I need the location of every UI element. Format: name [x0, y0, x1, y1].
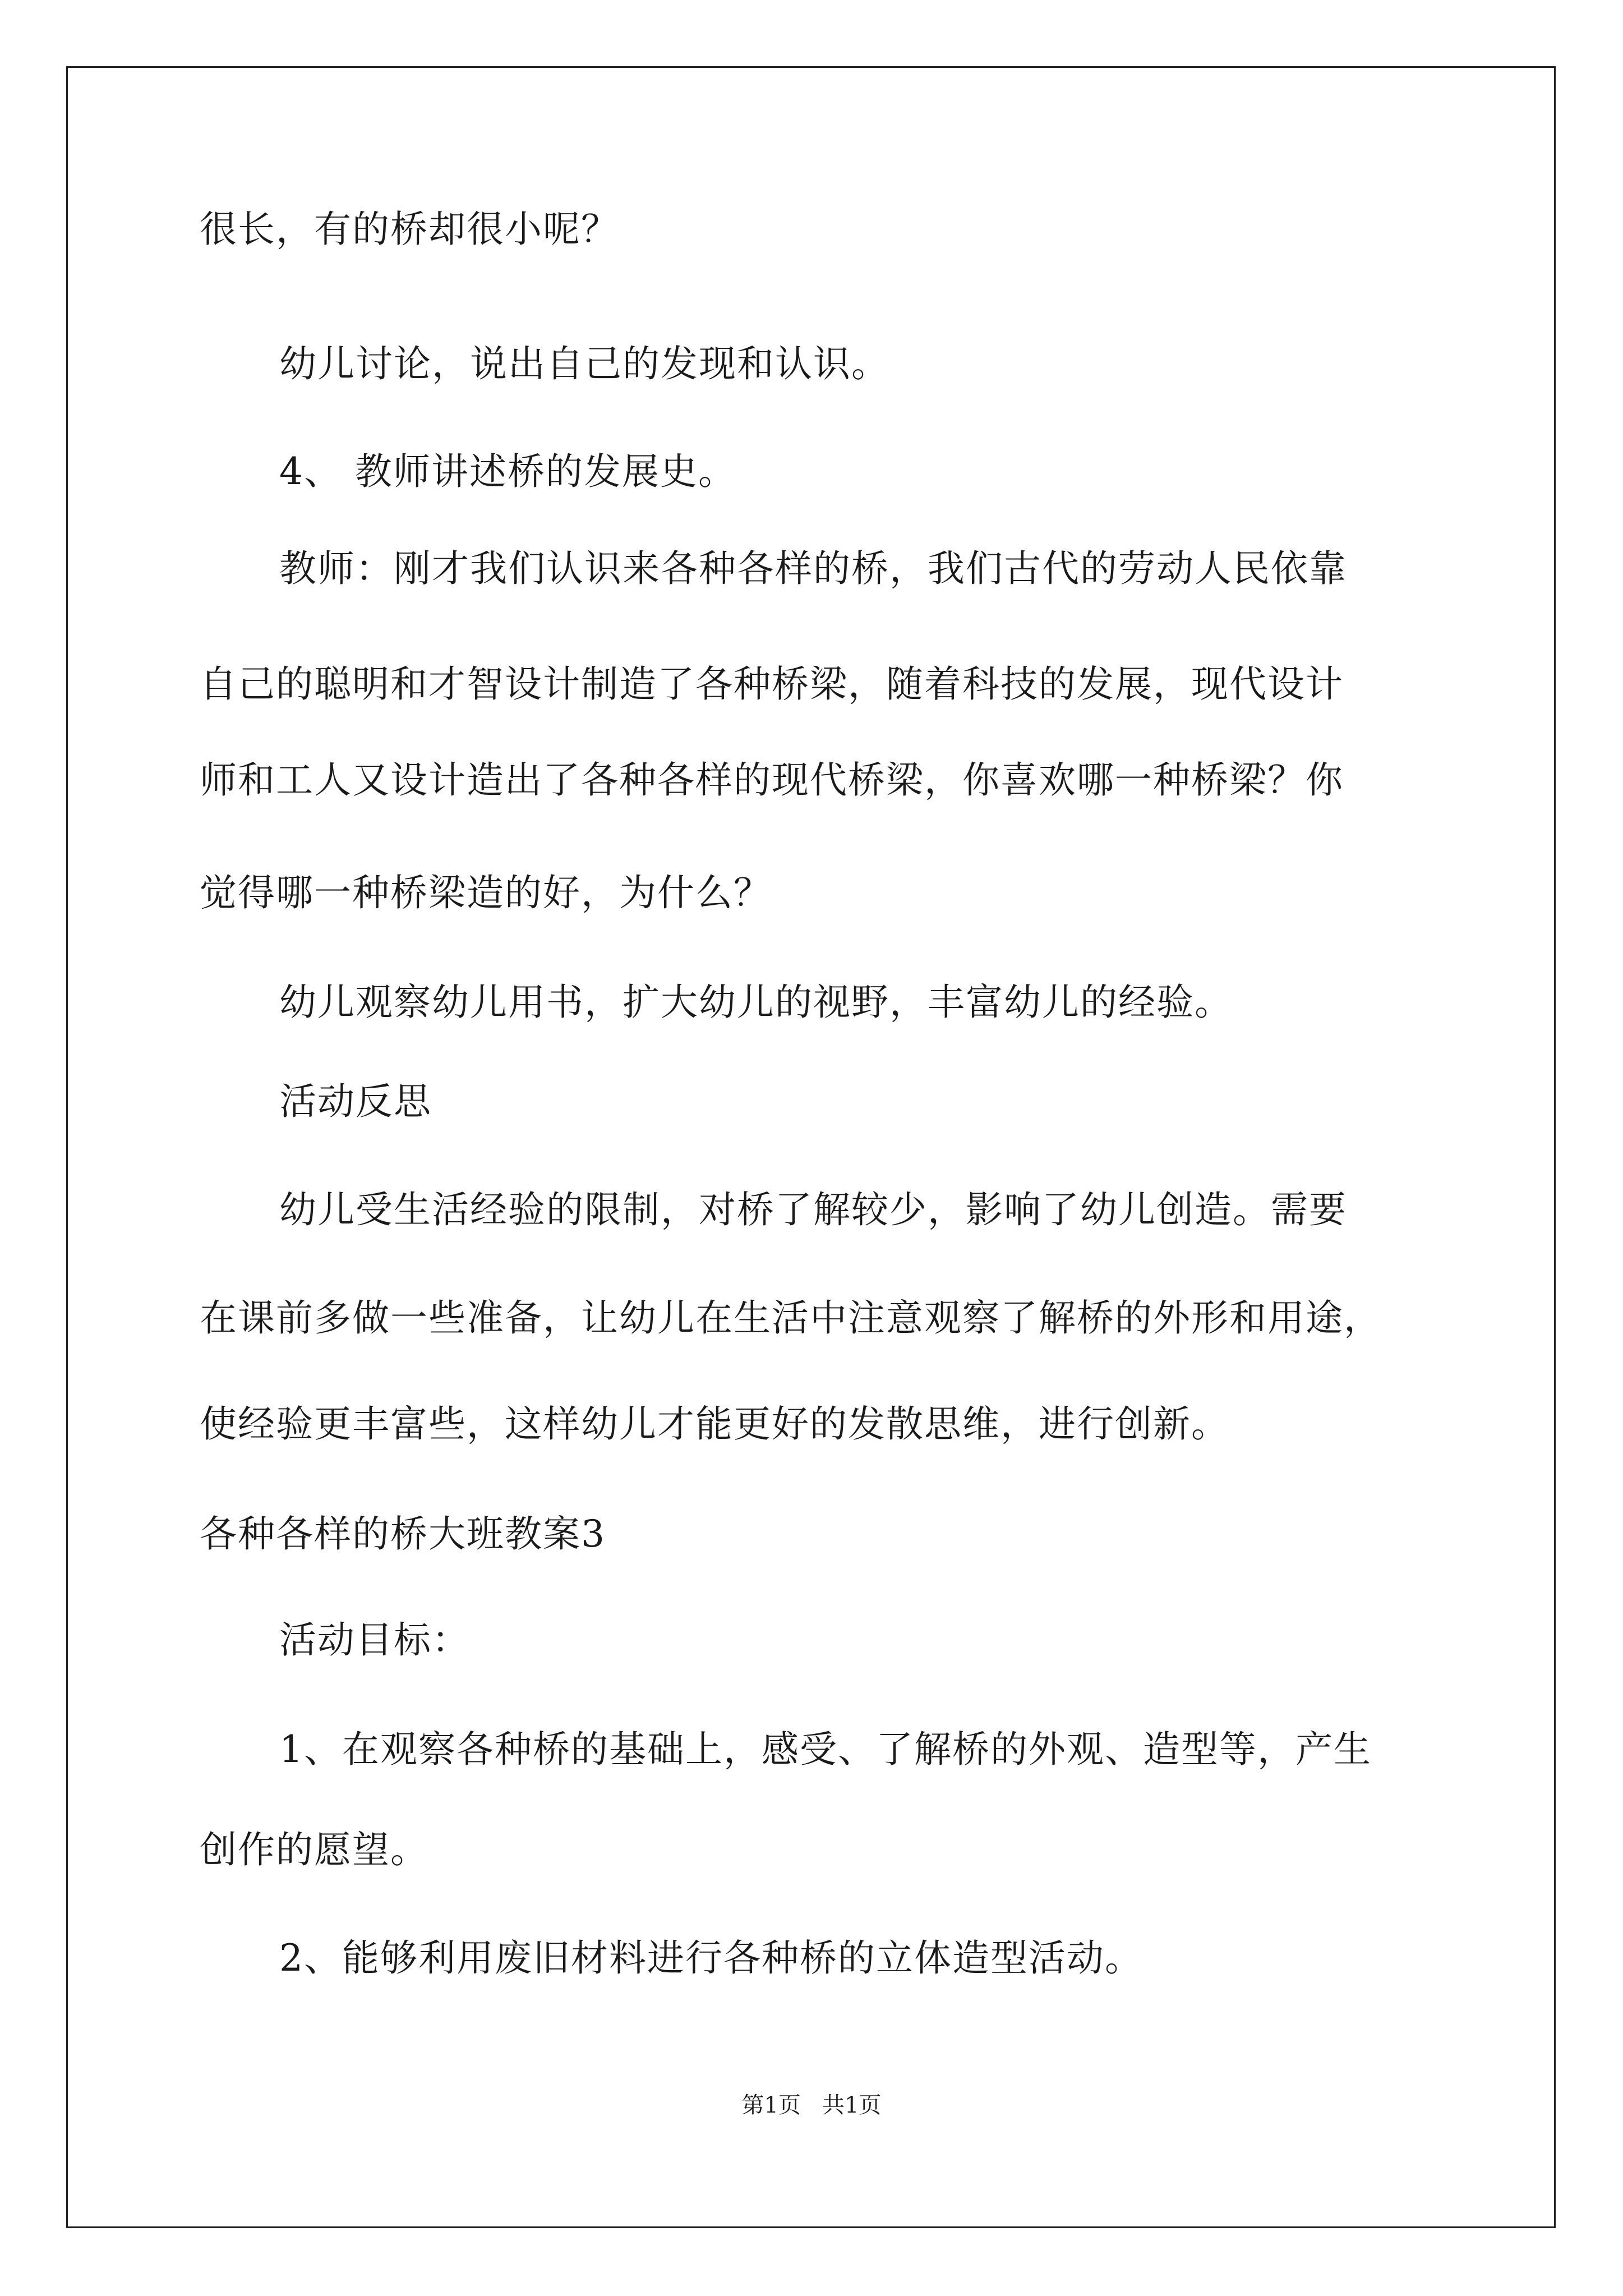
- text-teacher-speech-line-3: 师和工人又设计造出了各种各样的现代桥梁，你喜欢哪一种桥梁？你: [200, 758, 1344, 802]
- text-line-continuation: 很长，有的桥却很小呢？: [200, 208, 619, 251]
- text-teacher-speech-line-2: 自己的聪明和才智设计制造了各种桥梁，随着科技的发展，现代设计: [200, 662, 1344, 706]
- text-teacher-speech-line-4: 觉得哪一种桥梁造的好，为什么？: [200, 871, 772, 914]
- section-title-lesson-plan-3: 各种各样的桥大班教案3: [200, 1512, 606, 1556]
- text-reflection-line-1: 幼儿受生活经验的限制，对桥了解较少，影响了幼儿创造。需要: [279, 1188, 1347, 1231]
- heading-activity-goals: 活动目标：: [279, 1618, 470, 1662]
- text-reflection-line-2: 在课前多做一些准备，让幼儿在生活中注意观察了解桥的外形和用途，: [200, 1296, 1382, 1340]
- text-reflection-line-3: 使经验更丰富些，这样幼儿才能更好的发散思维，进行创新。: [200, 1402, 1229, 1446]
- text-teacher-speech-line-1: 教师：刚才我们认识来各种各样的桥，我们古代的劳动人民依靠: [279, 547, 1347, 590]
- page-footer: [0, 2091, 1623, 2119]
- text-children-observe: 幼儿观察幼儿用书，扩大幼儿的视野，丰富幼儿的经验。: [279, 981, 1233, 1024]
- text-goal-1-line-1: 1、在观察各种桥的基础上，感受、了解桥的外观、造型等，产生: [279, 1728, 1372, 1771]
- text-step-4: 4、 教师讲述桥的发展史。: [279, 450, 736, 493]
- page-number: 第1页: [741, 2092, 801, 2118]
- page-total: 共1页: [822, 2092, 882, 2118]
- text-goal-1-line-2: 创作的愿望。: [200, 1828, 428, 1871]
- heading-activity-reflection: 活动反思: [279, 1080, 432, 1123]
- page-border: [66, 66, 1556, 2228]
- text-goal-2: 2、能够利用废旧材料进行各种桥的立体造型活动。: [279, 1936, 1143, 1980]
- text-paragraph-children-discuss: 幼儿讨论，说出自己的发现和认识。: [279, 342, 889, 385]
